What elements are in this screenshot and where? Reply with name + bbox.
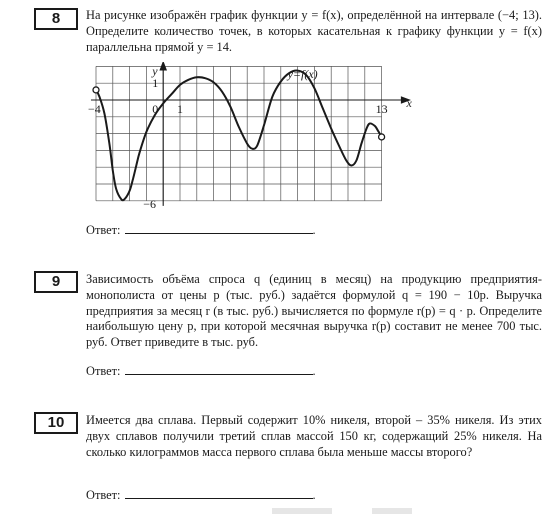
- answer-label: Ответ:: [86, 223, 121, 237]
- x-axis-label: x: [406, 96, 412, 110]
- task-9-answer: [86, 363, 316, 379]
- answer-field-9[interactable]: [125, 363, 313, 375]
- answer-field-8[interactable]: [125, 222, 313, 234]
- task-8-text: На рисунке изображён график функции y = f(x), определённой на интервале (−4; 13). Определите количество точек, в которых касательная к графику функции y = f(x) параллельна прямой y = 14.: [86, 8, 542, 54]
- y-tick-label-min: −6: [143, 196, 156, 211]
- x-tick-label-one: 1: [177, 102, 183, 116]
- graph-grid: [96, 66, 382, 200]
- cropped-next-line: [272, 508, 332, 514]
- answer-label: Ответ:: [86, 488, 121, 502]
- x-tick-label-min: −4: [88, 102, 101, 116]
- y-tick-label-one: 1: [152, 76, 159, 91]
- origin-label: 0: [152, 102, 159, 116]
- y-axis-arrow: [160, 62, 166, 70]
- task-9-text: Зависимость объёма спроса q (единиц в месяц) на продукцию предприятия-монополиста от цены p (тыс. руб.) задаётся формулой q = 190 − 10p. Выручка предприятия за месяц r (в тыс. руб.) вычисляется по формуле r(p) = q · p. Определите наибольшую цену p, при которой месячная выручка r(p) составит не менее 700 тыс. руб. Ответ приведите в тыс. руб.: [86, 272, 542, 350]
- task-number-10: 10: [34, 412, 78, 434]
- answer-label: Ответ:: [86, 364, 121, 378]
- task-10-answer: [86, 487, 316, 503]
- x-tick-label-max: 13: [375, 102, 388, 116]
- answer-field-10[interactable]: [125, 487, 313, 499]
- answer-end: .: [312, 364, 316, 378]
- open-endpoint-left: [93, 87, 99, 93]
- function-label: y=f(x): [287, 67, 318, 81]
- open-endpoint-right: [379, 134, 385, 140]
- answer-end: .: [312, 223, 316, 237]
- answer-end: .: [312, 488, 316, 502]
- task-number-9: 9: [34, 271, 78, 293]
- task-number-8: 8: [34, 8, 78, 30]
- y-axis-label: y: [152, 64, 158, 78]
- task-8-answer: [86, 222, 316, 238]
- task-10-text: Имеется два сплава. Первый содержит 10% никеля, второй – 35% никеля. Из этих двух сплавов получили третий сплав массой 150 кг, содержащий 25% никеля. На сколько килограммов масса первого сплава была меньше массы второго?: [86, 413, 542, 459]
- cropped-next-line: [372, 508, 412, 514]
- function-curve: [96, 71, 382, 201]
- function-graph: [86, 62, 412, 214]
